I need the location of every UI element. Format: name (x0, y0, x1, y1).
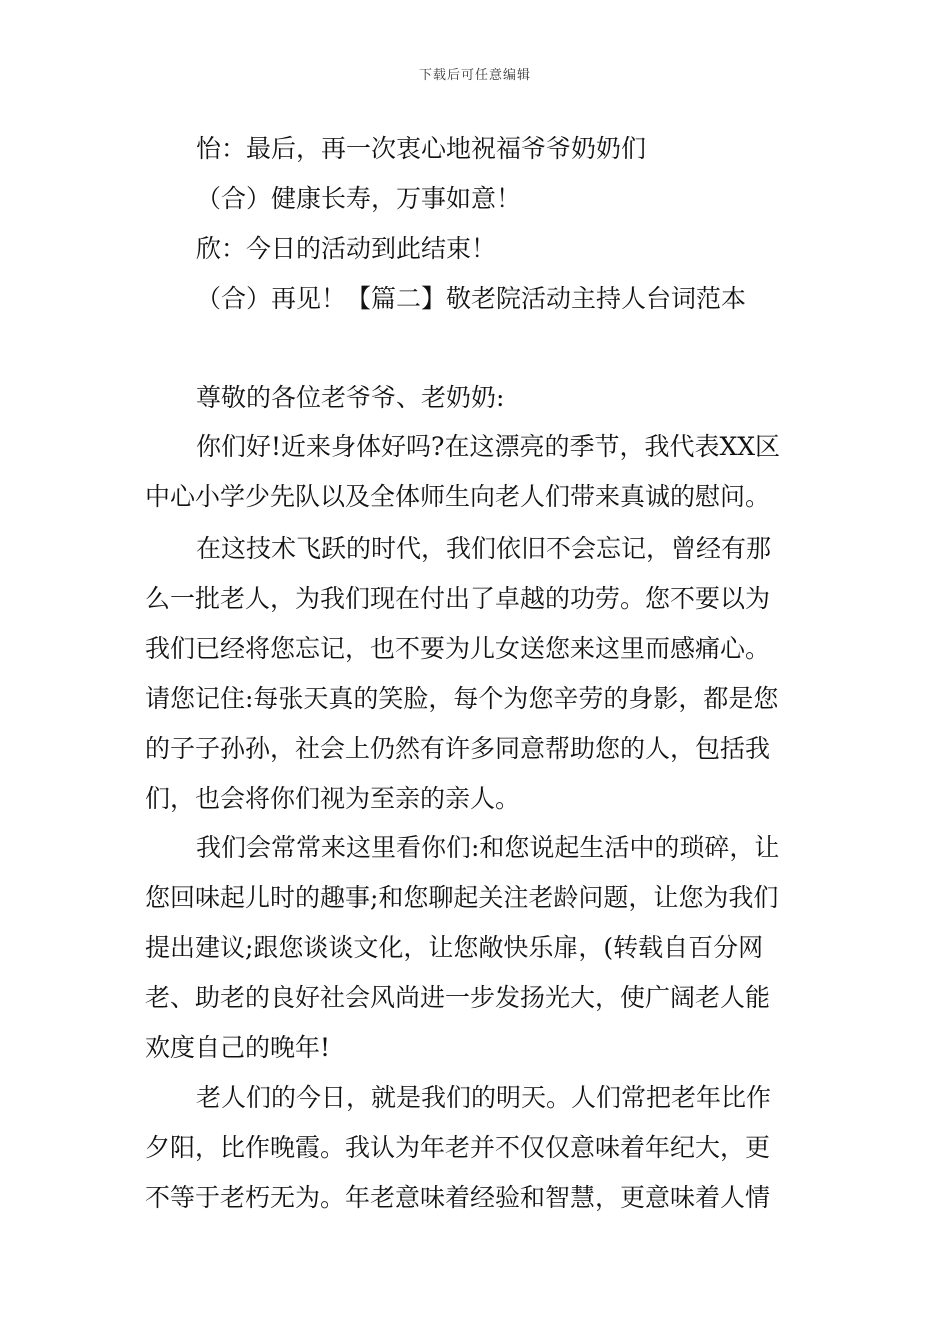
paragraph-line: 不等于老朽无为。年老意味着经验和智慧，更意味着人情 (145, 1183, 771, 1212)
salutation-line: 尊敬的各位老爷爷、老奶奶: (196, 383, 505, 412)
dialogue-line: （合）再见！【篇二】敬老院活动主持人台词范本 (196, 284, 747, 313)
paragraph-line: 的子子孙孙，社会上仍然有许多同意帮助您的人，包括我 (145, 734, 771, 763)
dialogue-line: 怡：最后，再一次衷心地祝福爷爷奶奶们 (196, 134, 647, 163)
paragraph-line: 请您记住:每张天真的笑脸，每个为您辛劳的身影，都是您 (145, 684, 779, 713)
paragraph-line: 么一批老人，为我们现在付出了卓越的功劳。您不要以为 (145, 584, 771, 613)
paragraph-line: 你们好!近来身体好吗?在这漂亮的季节，我代表XX区 (196, 432, 781, 461)
page-header: 下载后可任意编辑 (418, 68, 531, 83)
paragraph-line: 欢度自己的晚年! (145, 1033, 331, 1062)
paragraph-line: 我们已经将您忘记，也不要为儿女送您来这里而感痛心。 (145, 634, 771, 663)
paragraph-line: 老、助老的良好社会风尚进一步发扬光大，使广阔老人能 (145, 983, 771, 1012)
paragraph-line: 我们会常常来这里看你们:和您说起生活中的琐碎，让 (196, 833, 780, 862)
paragraph-line: 在这技术飞跃的时代，我们依旧不会忘记，曾经有那 (196, 534, 772, 563)
dialogue-line: 欣：今日的活动到此结束！ (196, 234, 497, 263)
paragraph-line: 中心小学少先队以及全体师生向老人们带来真诚的慰问。 (145, 482, 771, 511)
paragraph-line: 提出建议;跟您谈谈文化，让您敞快乐扉，(转载自百分网 (145, 933, 764, 962)
dialogue-line: （合）健康长寿，万事如意！ (196, 184, 522, 213)
paragraph-line: 夕阳，比作晚霞。我认为年老并不仅仅意味着年纪大，更 (145, 1133, 771, 1162)
paragraph-line: 您回味起儿时的趣事;和您聊起关注老龄问题，让您为我们 (145, 883, 779, 912)
paragraph-line: 老人们的今日，就是我们的明天。人们常把老年比作 (196, 1083, 772, 1112)
paragraph-line: 们，也会将你们视为至亲的亲人。 (145, 784, 521, 813)
